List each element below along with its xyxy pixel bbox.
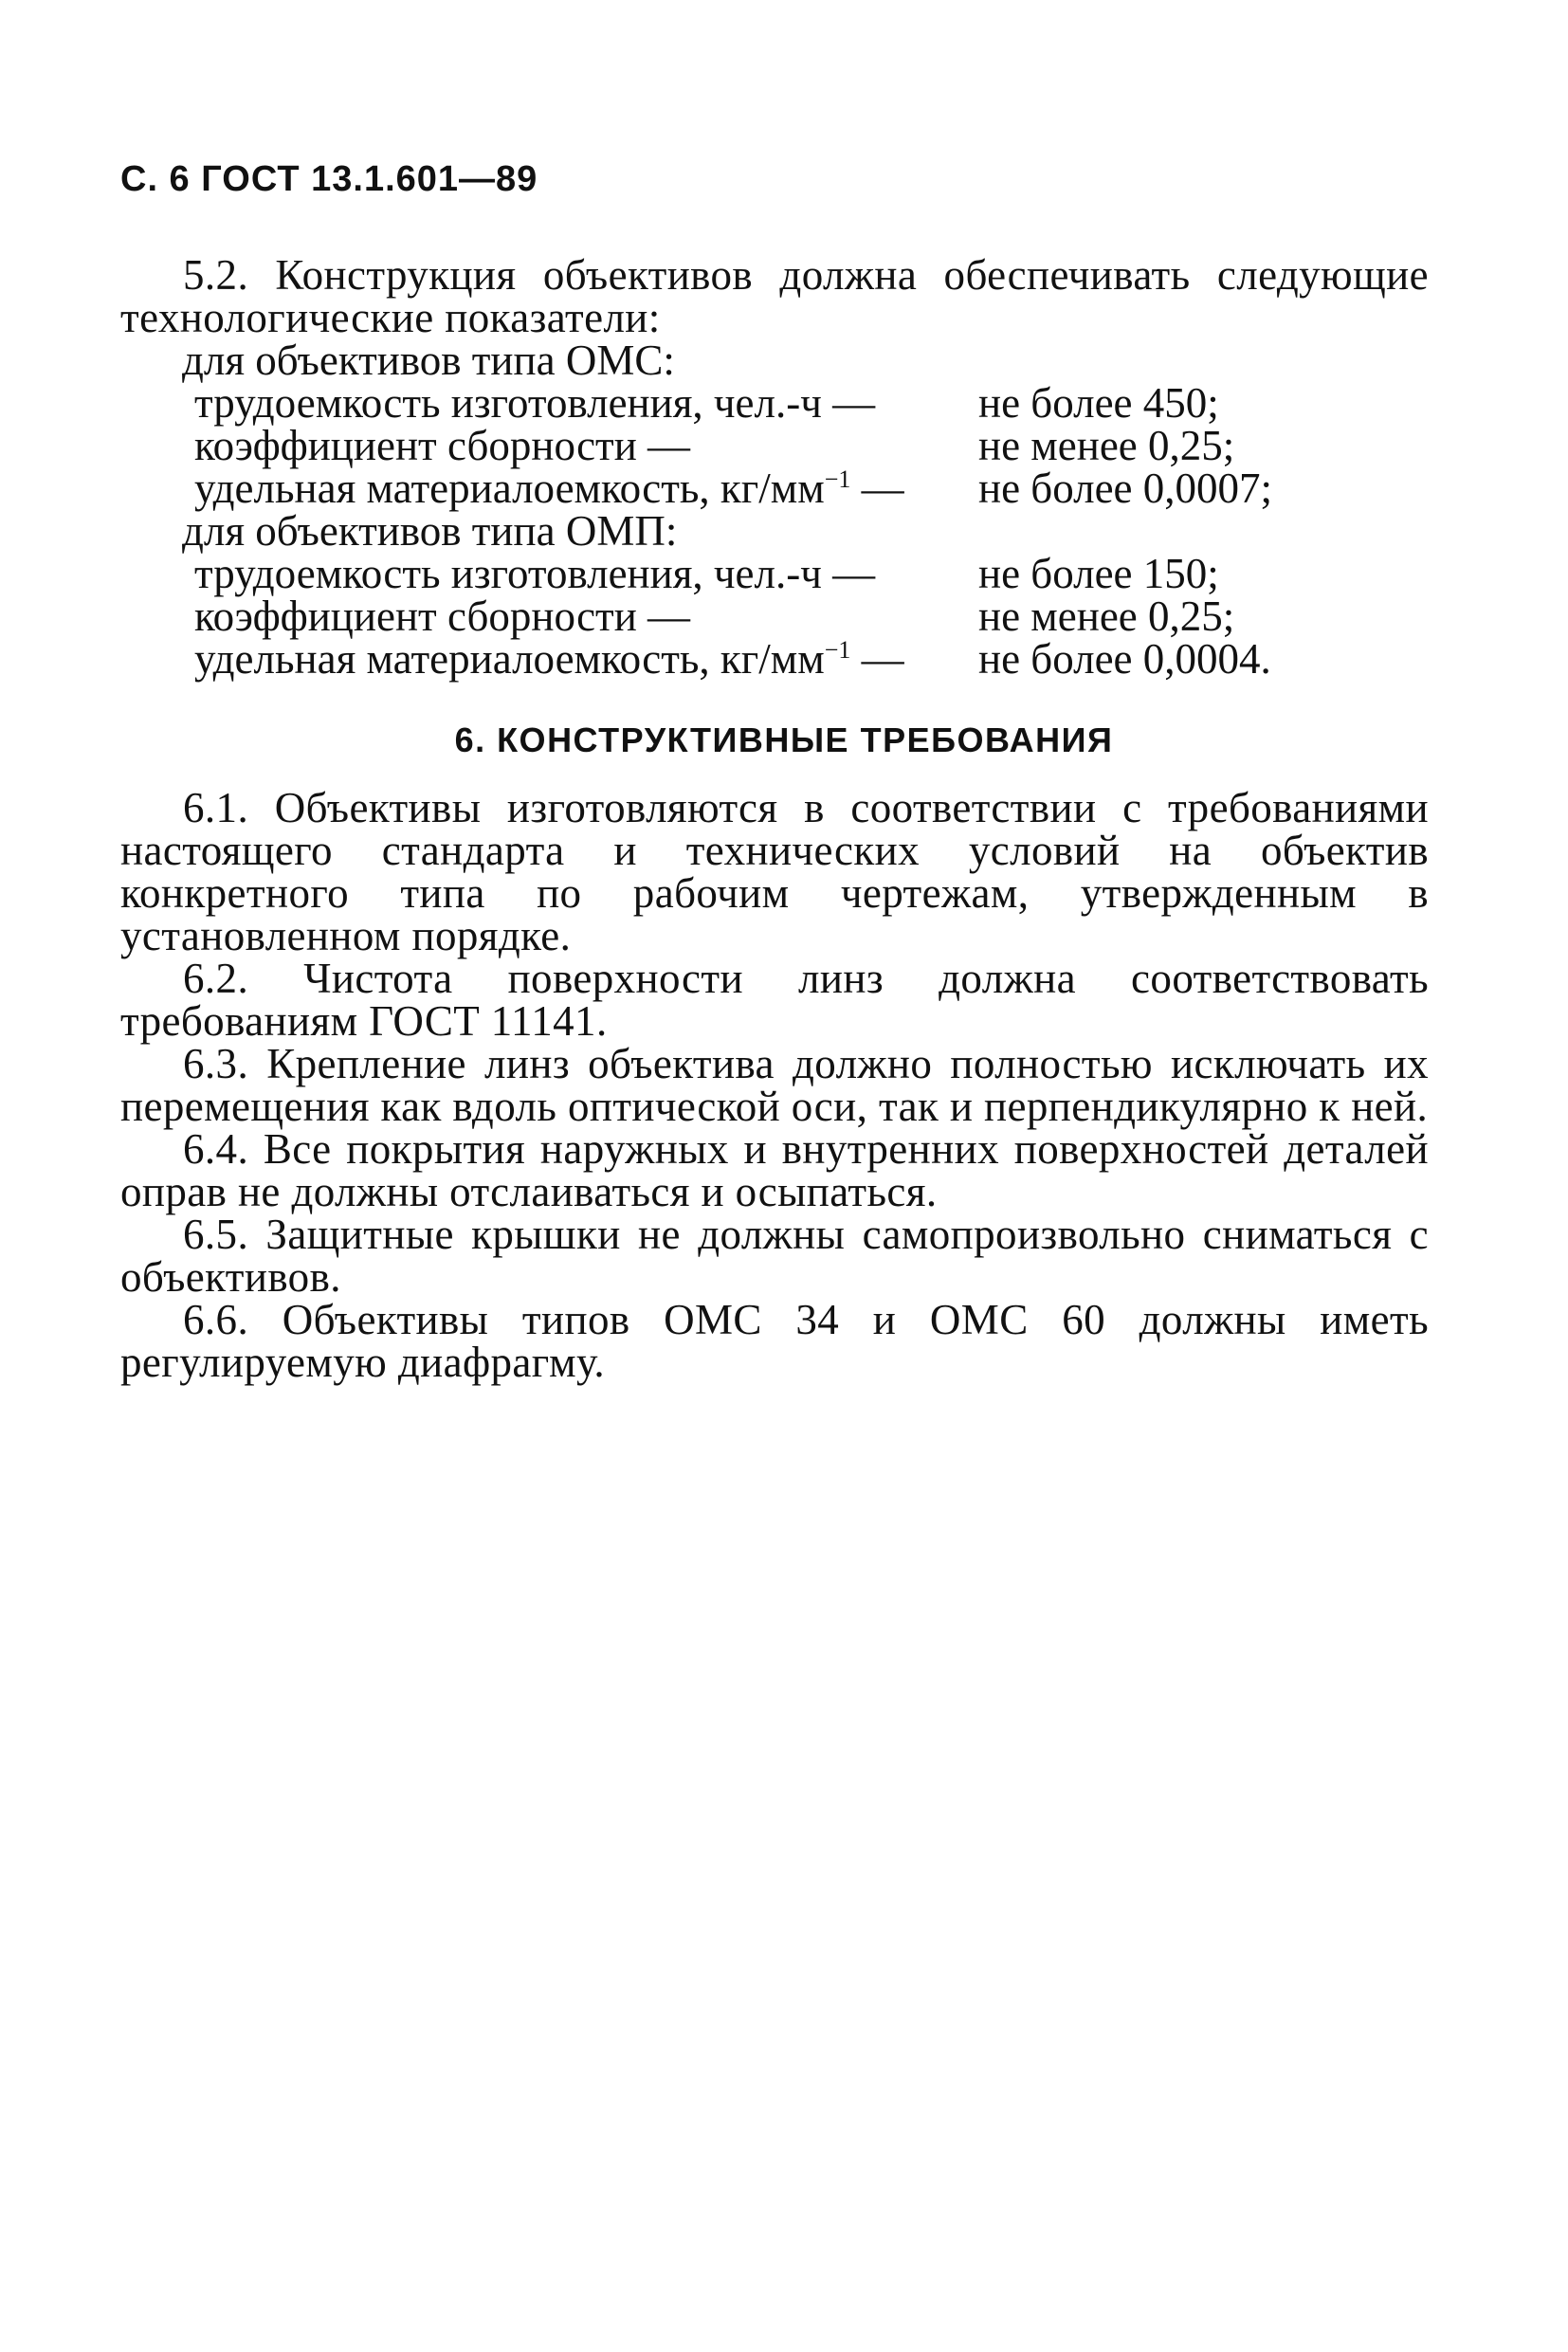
paragraph-6-3: 6.3. Крепление линз объектива должно полностью исключать их перемещения как вдоль оптической оси, так и перпендикулярно к ней.: [120, 1040, 1429, 1130]
oms-heading: для объективов типа ОМС:: [182, 337, 675, 384]
oms-assembly-label: коэффициент сборности —: [194, 422, 691, 469]
omp-material-label-text: удельная материалоемкость, кг/мм: [194, 635, 825, 683]
oms-labor-label: трудоемкость изготовления, чел.-ч —: [194, 379, 876, 427]
paragraph-6-1: 6.1. Объективы изготовляются в соответствии с требованиями настоящего стандарта и технических условий на объектив конкретного типа по рабочим чертежам, утвержденным в установленном порядке.: [120, 784, 1429, 959]
oms-row-material: [120, 467, 1429, 510]
omp-labor-value: не более 150;: [978, 550, 1219, 597]
omp-row-assembly: [120, 595, 1429, 638]
omp-row-material: [120, 635, 1429, 683]
omp-heading-row: [120, 507, 1429, 555]
paragraph-6-2: 6.2. Чистота поверхности линз должна соответствовать требованиям ГОСТ 11141.: [120, 955, 1429, 1045]
oms-material-exponent: −1: [824, 465, 851, 493]
omp-material-label: [194, 635, 904, 683]
oms-material-dash: —: [850, 465, 904, 512]
paragraph-6-6: 6.6. Объективы типов ОМС 34 и ОМС 60 должны иметь регулируемую диафрагму.: [120, 1296, 1429, 1386]
section-6-heading: 6. КОНСТРУКТИВНЫЕ ТРЕБОВАНИЯ: [454, 720, 1114, 759]
oms-material-label: [194, 467, 904, 510]
paragraph-6-4: 6.4. Все покрытия наружных и внутренних поверхностей деталей оправ не должны отслаиваться и осыпаться.: [120, 1125, 1429, 1215]
oms-row-labor: [120, 379, 1429, 427]
omp-assembly-value: не менее 0,25;: [978, 593, 1235, 640]
paragraph-6-5: 6.5. Защитные крышки не должны самопроизвольно сниматься с объективов.: [120, 1211, 1429, 1301]
omp-row-labor: [120, 550, 1429, 597]
omp-material-value: не более 0,0004.: [978, 635, 1271, 683]
omp-labor-label: трудоемкость изготовления, чел.-ч —: [194, 550, 876, 597]
omp-material-exponent: −1: [824, 636, 851, 664]
oms-heading-row: [120, 339, 1429, 382]
oms-labor-value: не более 450;: [978, 379, 1219, 427]
omp-heading: для объективов типа ОМП:: [182, 507, 678, 555]
paragraph-5-2: 5.2. Конструкция объективов должна обеспечивать следующие технологические показатели:: [120, 251, 1429, 341]
oms-material-value: не более 0,0007;: [978, 465, 1273, 512]
omp-material-dash: —: [850, 635, 904, 683]
omp-assembly-label: коэффициент сборности —: [194, 593, 691, 640]
oms-material-label-text: удельная материалоемкость, кг/мм: [194, 465, 825, 512]
section-5-2: [120, 251, 1429, 683]
oms-row-assembly: [120, 422, 1429, 469]
section-6-body: [120, 784, 1429, 1386]
page-header: С. 6 ГОСТ 13.1.601—89: [120, 159, 538, 199]
oms-assembly-value: не менее 0,25;: [978, 422, 1235, 469]
